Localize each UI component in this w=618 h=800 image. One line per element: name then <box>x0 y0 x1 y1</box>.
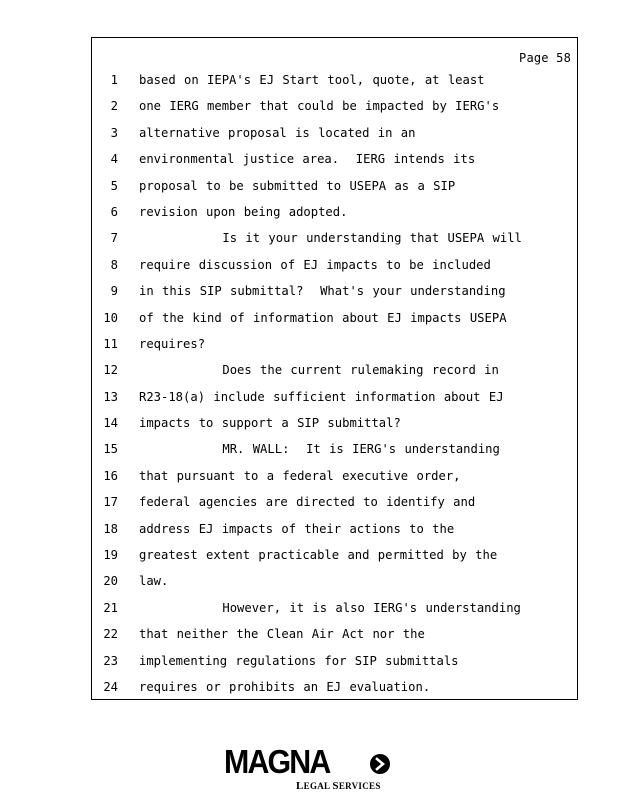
line-text: Is it your understanding that USEPA will <box>139 231 522 246</box>
transcript-line <box>92 360 577 386</box>
line-number: 6 <box>110 204 118 219</box>
line-text: law. <box>139 574 169 589</box>
transcript-line <box>92 228 577 254</box>
line-text: one IERG member that could be impacted by IERG's <box>139 99 500 114</box>
magna-legal-services-logo <box>224 743 394 792</box>
line-number: 2 <box>110 99 118 114</box>
line-text: revision upon being adopted. <box>139 204 348 219</box>
line-number: 8 <box>110 257 118 272</box>
transcript-line <box>92 176 577 202</box>
transcript-line <box>92 281 577 307</box>
line-text: implementing regulations for SIP submittals <box>139 653 459 668</box>
line-text: address EJ impacts of their actions to the <box>139 521 455 536</box>
line-number: 20 <box>103 574 118 589</box>
transcript-line <box>92 123 577 149</box>
transcript-line <box>92 545 577 571</box>
line-number: 4 <box>110 152 118 167</box>
line-number: 12 <box>103 363 118 378</box>
line-number: 9 <box>110 284 118 299</box>
line-number: 15 <box>103 442 118 457</box>
line-text: requires or prohibits an EJ evaluation. <box>139 679 431 694</box>
line-number: 24 <box>103 679 118 694</box>
line-number: 10 <box>103 310 118 325</box>
line-text: that pursuant to a federal executive order, <box>139 468 461 483</box>
chevron-right-circle-icon <box>369 753 391 775</box>
line-text: R23-18(a) include sufficient information about EJ <box>139 389 504 404</box>
transcript-line <box>92 413 577 439</box>
line-text: MR. WALL: It is IERG's understanding <box>139 442 500 457</box>
line-text: require discussion of EJ impacts to be included <box>139 257 491 272</box>
transcript-line <box>92 70 577 96</box>
line-text: based on IEPA's EJ Start tool, quote, at least <box>139 73 485 87</box>
line-text: Does the current rulemaking record in <box>139 363 499 378</box>
line-number: 16 <box>103 468 118 483</box>
line-number: 21 <box>103 600 118 615</box>
transcript-page <box>91 37 578 700</box>
line-text: greatest extent practicable and permitted by the <box>139 548 498 563</box>
line-number: 3 <box>110 125 118 140</box>
line-text: in this SIP submittal? What's your understanding <box>139 284 506 299</box>
line-text: environmental justice area. IERG intends its <box>139 152 476 167</box>
line-number: 5 <box>110 178 118 193</box>
transcript-line <box>92 255 577 281</box>
line-text: alternative proposal is located in an <box>139 125 416 140</box>
transcript-line <box>92 466 577 492</box>
transcript-line <box>92 149 577 175</box>
line-number: 23 <box>103 653 118 668</box>
line-text: federal agencies are directed to identify and <box>139 495 476 510</box>
transcript-line <box>92 571 577 597</box>
line-text: requires? <box>139 336 206 351</box>
transcript-line <box>92 519 577 545</box>
transcript-line <box>92 202 577 228</box>
line-number: 19 <box>103 548 118 563</box>
line-number: 11 <box>103 336 118 351</box>
transcript-line <box>92 308 577 334</box>
line-number: 7 <box>110 231 118 246</box>
transcript-line <box>92 334 577 360</box>
transcript-line <box>92 677 577 703</box>
line-number: 13 <box>103 389 118 404</box>
transcript-line <box>92 492 577 518</box>
logo-subtitle: LEGAL SERVICES <box>296 780 381 792</box>
logo-wordmark: MAGNA <box>224 743 330 780</box>
page-number: Page 58 <box>519 51 571 65</box>
transcript-line <box>92 439 577 465</box>
line-text: that neither the Clean Air Act nor the <box>139 627 425 642</box>
transcript-line <box>92 624 577 650</box>
transcript-lines <box>92 70 577 703</box>
line-number: 22 <box>103 627 118 642</box>
transcript-line <box>92 96 577 122</box>
line-text: impacts to support a SIP submittal? <box>139 416 401 431</box>
line-number: 17 <box>103 495 118 510</box>
line-text: of the kind of information about EJ impacts USEPA <box>139 310 507 325</box>
line-number: 18 <box>103 521 118 536</box>
line-number: 1 <box>110 73 118 87</box>
line-text: However, it is also IERG's understanding <box>139 600 521 615</box>
transcript-line <box>92 387 577 413</box>
transcript-line <box>92 651 577 677</box>
transcript-line <box>92 598 577 624</box>
line-text: proposal to be submitted to USEPA as a SIP <box>139 178 456 193</box>
line-number: 14 <box>103 416 118 431</box>
